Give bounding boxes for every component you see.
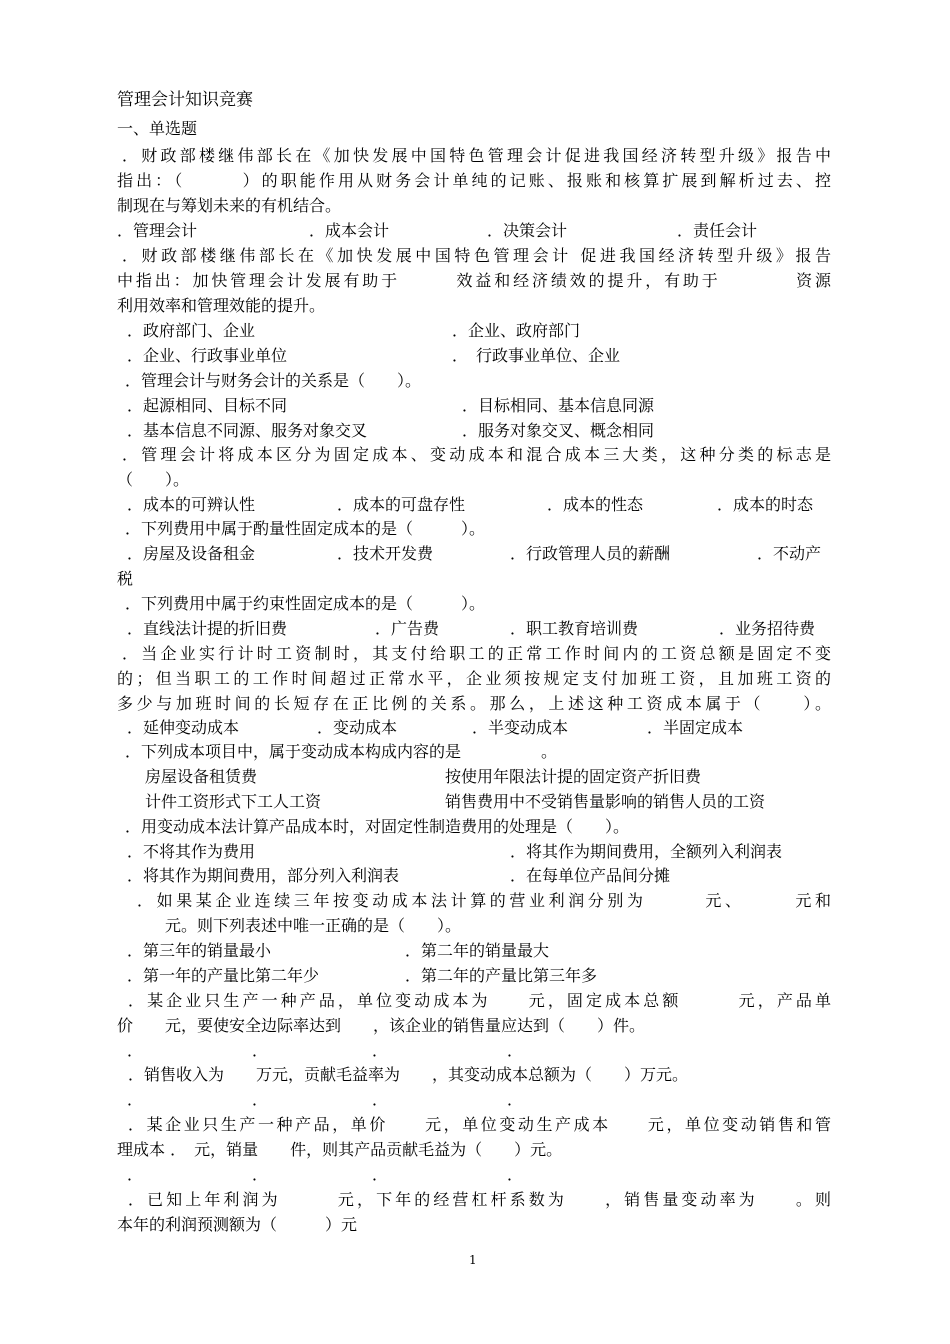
option-b[interactable]: ．企业、政府部门 xyxy=(452,321,581,340)
question-1-stem-line-3: 制现在与筹划未来的有机结合。 xyxy=(117,196,342,215)
section-heading: 一、单选题 xyxy=(117,119,198,138)
option-a[interactable]: ．第三年的销量最小 xyxy=(127,941,272,960)
question-9-options-row-2 xyxy=(117,865,671,887)
option-c[interactable]: ．半变动成本 xyxy=(472,718,569,737)
option-a[interactable]: ．延伸变动成本 xyxy=(127,718,240,737)
question-1-options xyxy=(117,220,758,242)
option-b[interactable]: ．变动成本 xyxy=(317,718,398,737)
option-b[interactable]: ．第二年的销量最大 xyxy=(405,941,550,960)
option-c[interactable]: ． xyxy=(372,1165,389,1184)
option-d[interactable]: ． xyxy=(507,1090,524,1109)
option-d[interactable]: ．在每单位产品间分摊 xyxy=(510,866,671,885)
option-c[interactable]: ．第一年的产量比第二年少 xyxy=(127,966,320,985)
option-c[interactable]: ．职工教育培训费 xyxy=(510,619,639,638)
option-a[interactable]: ．不将其作为费用 xyxy=(127,842,256,861)
question-5-stem: ．下列费用中属于酌量性固定成本的是（ ）。 xyxy=(125,519,486,538)
option-d[interactable]: ．第二年的产量比第三年多 xyxy=(405,966,598,985)
question-3-options-row-2 xyxy=(117,420,655,442)
question-13-stem-line-2: 理成本 ． 元，销量 件，则其产品贡献毛益为（ ）元。 xyxy=(117,1140,563,1159)
option-c[interactable]: ．成本的性态 xyxy=(547,495,644,514)
question-2-options-row-1 xyxy=(117,320,581,342)
question-3-stem: ．管理会计与财务会计的关系是（ ）。 xyxy=(125,371,422,390)
option-c[interactable]: ． xyxy=(372,1090,389,1109)
question-10-stem-line-1: ．如果某企业连续三年按变动成本法计算的营业利润分别为 元、 元和 xyxy=(137,891,831,910)
question-3-options-row-1 xyxy=(117,395,655,417)
option-a[interactable]: ．房屋及设备租金 xyxy=(127,544,256,563)
question-10-options-row-2 xyxy=(117,965,598,987)
question-5-option-d-wrap: 税 xyxy=(117,569,134,588)
option-d[interactable]: ．责任会计 xyxy=(677,221,758,240)
question-13-options xyxy=(117,1164,524,1186)
question-8-stem: ．下列成本项目中，属于变动成本构成内容的是 。 xyxy=(125,742,558,761)
option-d[interactable]: ．半固定成本 xyxy=(647,718,744,737)
question-14-stem-line-1: ．已知上年利润为 元，下年的经营杠杆系数为 ，销售量变动率为 。则 xyxy=(128,1190,831,1209)
option-d[interactable]: 销售费用中不受销售量影响的销售人员的工资 xyxy=(445,792,766,811)
option-b[interactable]: ． xyxy=(252,1165,269,1184)
question-7-stem-line-1: ．当企业实行计时工资制时，其支付给职工的正常工作时间内的工资总额是固定不变 xyxy=(122,644,831,663)
question-10-stem-line-2: 元。则下列表述中唯一正确的是（ ）。 xyxy=(165,916,462,935)
question-7-options xyxy=(117,717,744,739)
option-a[interactable]: ．直线法计提的折旧费 xyxy=(127,619,288,638)
option-a[interactable]: ． xyxy=(127,1090,144,1109)
question-11-options xyxy=(117,1040,524,1062)
option-d[interactable]: ． xyxy=(507,1041,524,1060)
option-b[interactable]: ． xyxy=(252,1041,269,1060)
option-a[interactable]: ．政府部门、企业 xyxy=(127,321,256,340)
option-b[interactable]: ．广告费 xyxy=(375,619,440,638)
option-a[interactable]: ．成本的可辨认性 xyxy=(127,495,256,514)
option-c[interactable]: ．基本信息不同源、服务对象交叉 xyxy=(127,421,368,440)
question-2-stem-line-1: ．财政部楼继伟部长在《加快发展中国特色管理会计 促进我国经济转型升级》报告 xyxy=(122,246,831,265)
option-c[interactable]: ．行政管理人员的薪酬 xyxy=(510,544,671,563)
option-b[interactable]: 按使用年限法计提的固定资产折旧费 xyxy=(445,767,702,786)
question-11-stem-line-1: ．某企业只生产一种产品，单位变动成本为 元，固定成本总额 元，产品单 xyxy=(128,991,831,1010)
question-7-stem-line-3: 多少与加班时间的长短存在正比例的关系。那么，上述这种工资成本属于（ ）。 xyxy=(117,694,831,713)
option-d[interactable]: ．成本的时态 xyxy=(717,495,814,514)
question-12-stem: ．销售收入为 万元，贡献毛益率为 ，其变动成本总额为（ ）万元。 xyxy=(128,1065,689,1084)
option-a[interactable]: ． xyxy=(127,1041,144,1060)
question-9-options-row-1 xyxy=(117,841,783,863)
question-4-stem-line-2: （ ）。 xyxy=(117,470,190,489)
option-a[interactable]: 房屋设备租赁费 xyxy=(145,767,258,786)
option-a[interactable]: ．管理会计 xyxy=(117,221,198,240)
question-13-stem-line-1: ．某企业只生产一种产品，单价 元，单位变动生产成本 元，单位变动销售和管 xyxy=(128,1115,831,1134)
question-7-stem-line-2: 的；但当职工的工作时间超过正常水平，企业须按规定支付加班工资，且加班工资的 xyxy=(117,669,831,688)
question-12-options xyxy=(117,1089,524,1111)
option-c[interactable]: ．将其作为期间费用，部分列入利润表 xyxy=(127,866,400,885)
question-14-stem-line-2: 本年的利润预测额为（ ）元 xyxy=(117,1215,358,1234)
question-2-stem-line-3: 利用效率和管理效能的提升。 xyxy=(117,296,326,315)
question-4-options xyxy=(117,494,814,516)
option-b[interactable]: ．成本会计 xyxy=(309,221,390,240)
option-d[interactable]: ． 行政事业单位、企业 xyxy=(452,346,621,365)
option-a[interactable]: ．起源相同、目标不同 xyxy=(127,396,288,415)
question-1-stem-line-1: ．财政部楼继伟部长在《加快发展中国特色管理会计促进我国经济转型升级》报告中 xyxy=(122,146,831,165)
option-d[interactable]: ．不动产 xyxy=(757,544,822,563)
option-c[interactable]: 计件工资形式下工人工资 xyxy=(145,792,322,811)
option-d[interactable]: ．服务对象交叉、概念相同 xyxy=(462,421,655,440)
question-1-stem-line-2: 指出：（ ）的职能作用从财务会计单纯的记账、报账和核算扩展到解析过去、控 xyxy=(117,171,831,190)
option-a[interactable]: ． xyxy=(127,1165,144,1184)
question-8-options-row-1 xyxy=(117,766,702,788)
question-5-options xyxy=(117,543,822,565)
question-9-stem: ．用变动成本法计算产品成本时，对固定性制造费用的处理是（ ）。 xyxy=(125,817,630,836)
option-b[interactable]: ．将其作为期间费用，全额列入利润表 xyxy=(510,842,783,861)
question-6-options xyxy=(117,618,816,640)
option-b[interactable]: ．技术开发费 xyxy=(337,544,434,563)
question-8-options-row-2 xyxy=(117,791,766,813)
question-6-stem: ．下列费用中属于约束性固定成本的是（ ）。 xyxy=(125,594,486,613)
option-b[interactable]: ． xyxy=(252,1090,269,1109)
document-title: 管理会计知识竞赛 xyxy=(117,90,253,110)
question-11-stem-line-2: 价 元，要使安全边际率达到 ，该企业的销售量应达到（ ）件。 xyxy=(117,1016,646,1035)
question-4-stem-line-1: ．管理会计将成本区分为固定成本、变动成本和混合成本三大类，这种分类的标志是 xyxy=(122,445,831,464)
question-2-options-row-2 xyxy=(117,345,621,367)
question-10-options-row-1 xyxy=(117,940,550,962)
option-c[interactable]: ．决策会计 xyxy=(487,221,568,240)
question-2-stem-line-2: 中指出：加快管理会计发展有助于 效益和经济绩效的提升，有助于 资源 xyxy=(117,271,831,290)
option-c[interactable]: ． xyxy=(372,1041,389,1060)
option-b[interactable]: ．成本的可盘存性 xyxy=(337,495,466,514)
option-c[interactable]: ．企业、行政事业单位 xyxy=(127,346,288,365)
option-d[interactable]: ． xyxy=(507,1165,524,1184)
option-b[interactable]: ．目标相同、基本信息同源 xyxy=(462,396,655,415)
page-number: 1 xyxy=(469,1253,477,1267)
option-d[interactable]: ．业务招待费 xyxy=(719,619,816,638)
